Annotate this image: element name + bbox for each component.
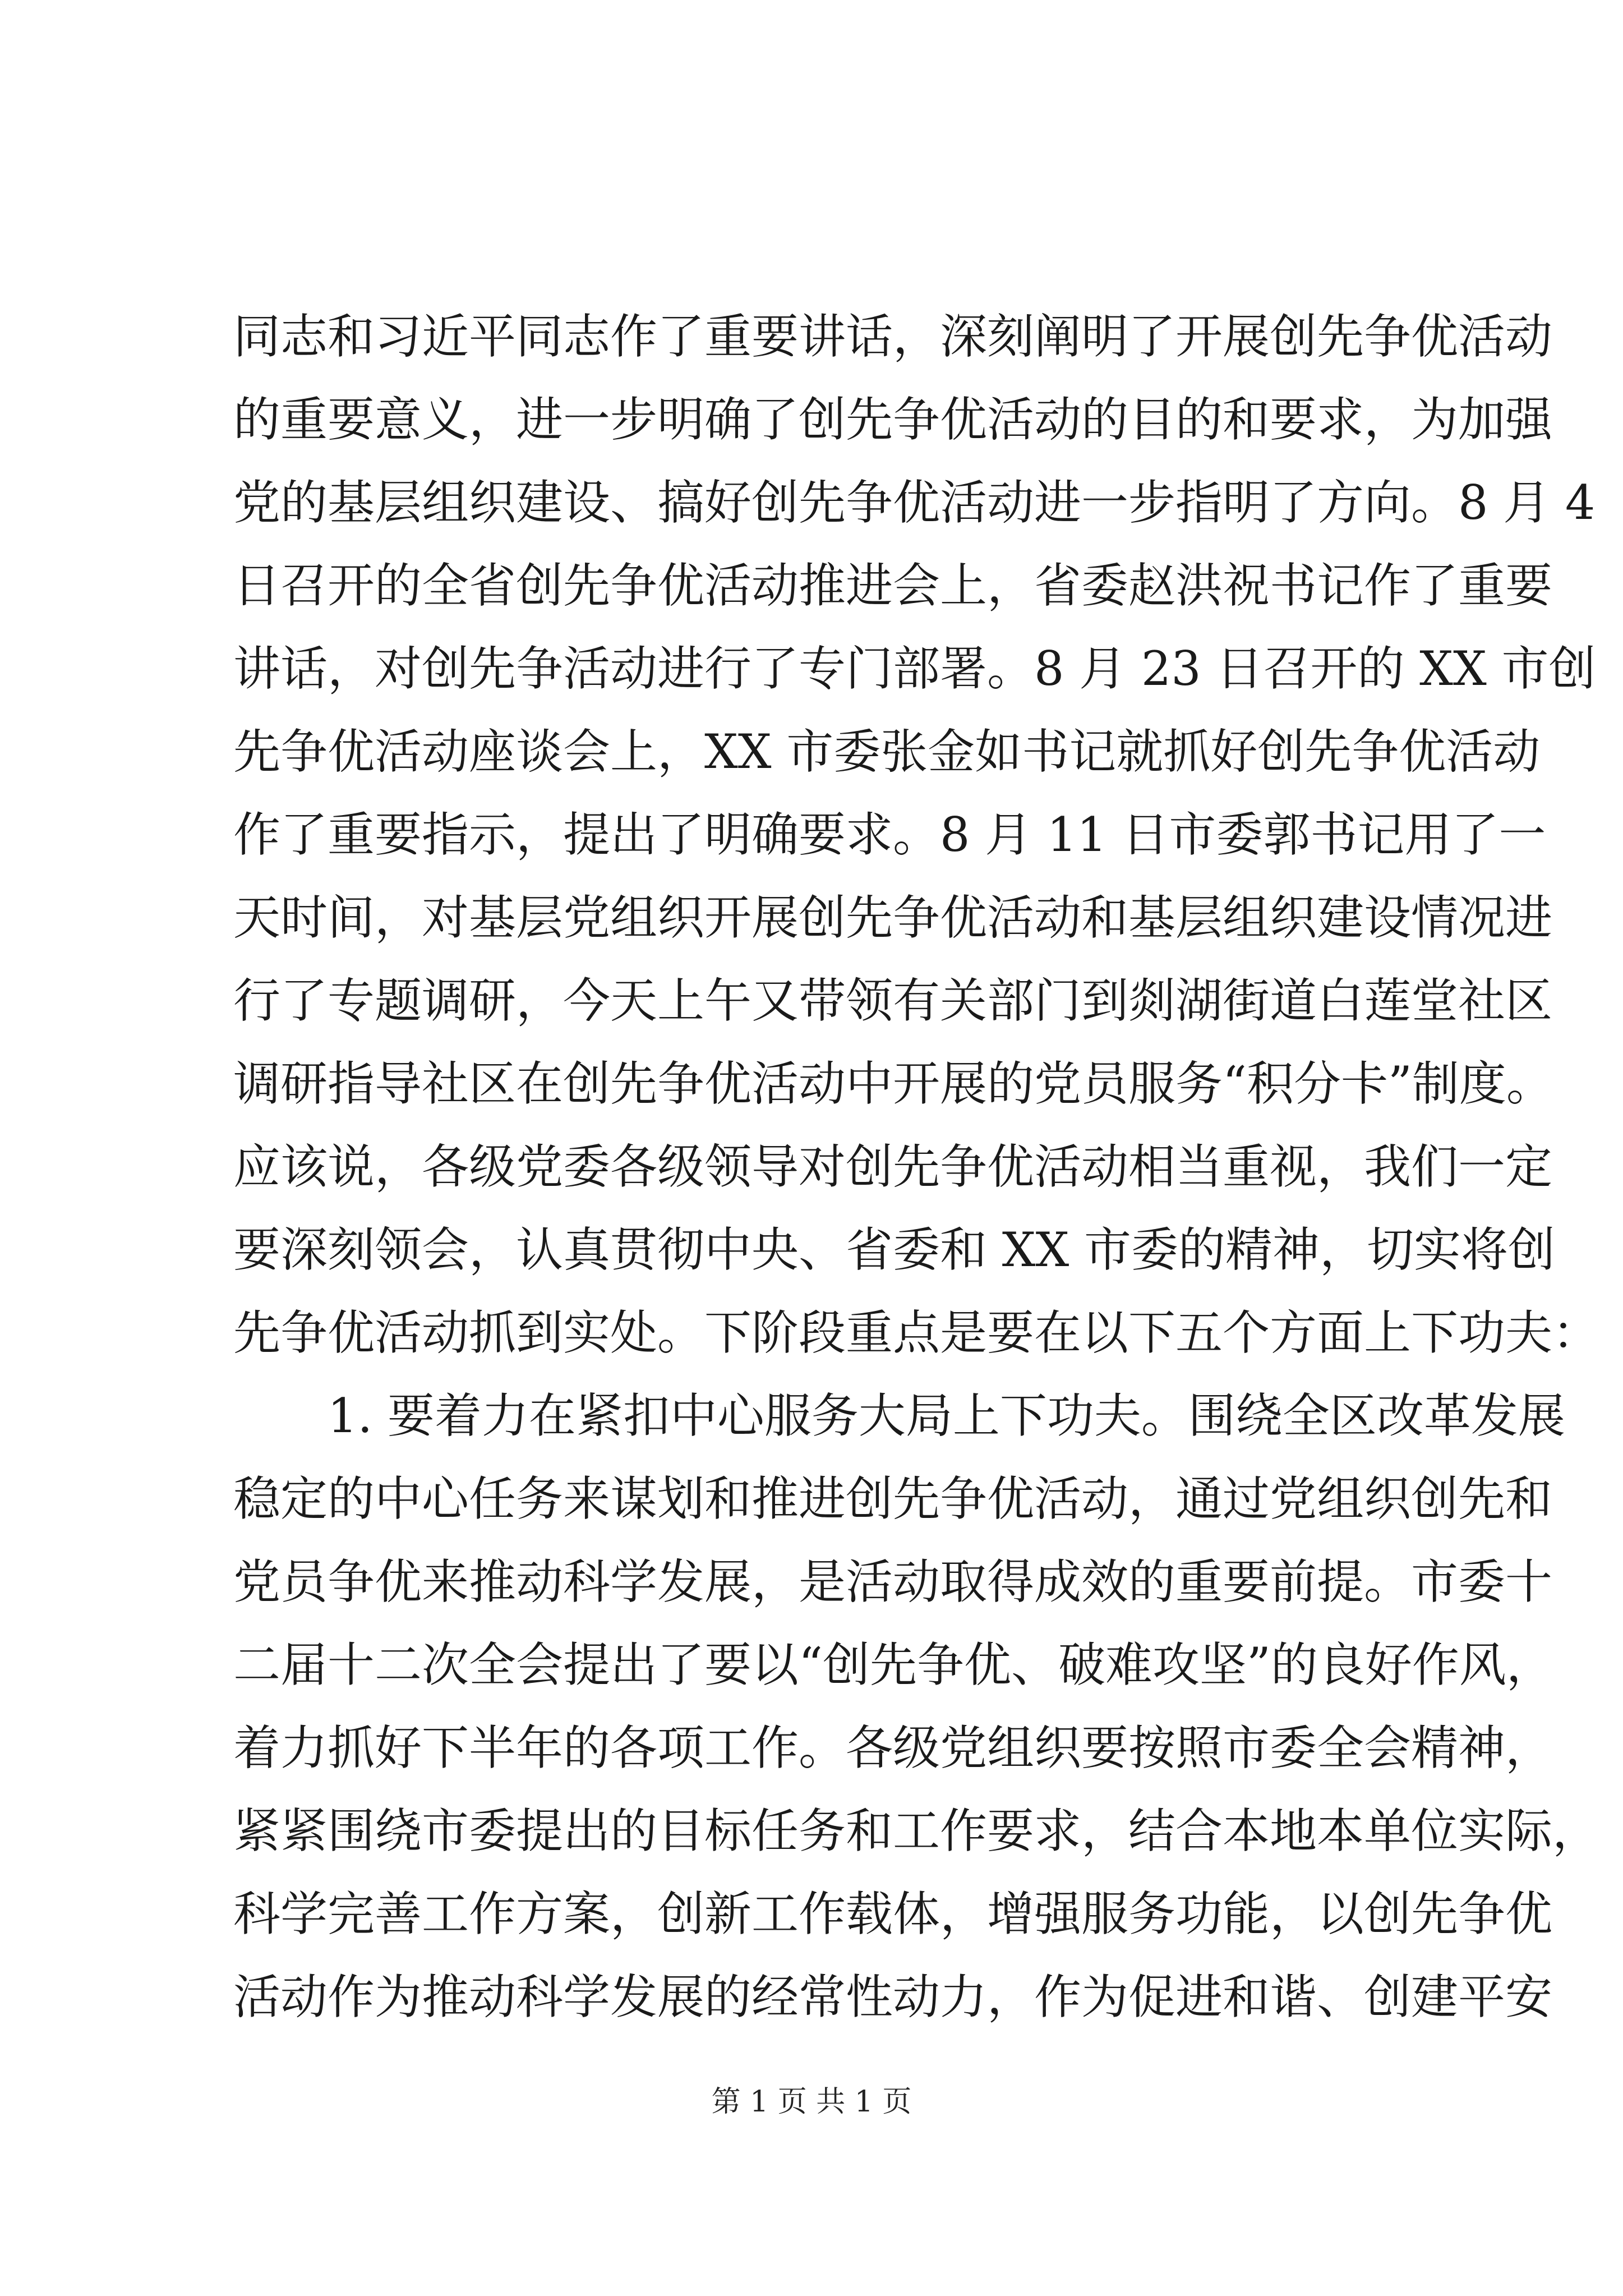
text-line: 科学完善工作方案，创新工作载体，增强服务功能，以创先争优 xyxy=(233,1887,1553,1941)
text-line: 日召开的全省创先争优活动推进会上，省委赵洪祝书记作了重要 xyxy=(233,558,1553,613)
text-line: 着力抓好下半年的各项工作。各级党组织要按照市委全会精神， xyxy=(233,1720,1553,1775)
text-line: 活动作为推动科学发展的经常性动力，作为促进和谐、创建平安 xyxy=(233,1970,1553,2024)
text-line: 先争优活动座谈会上，XX 市委张金如书记就抓好创先争优活动 xyxy=(233,724,1541,779)
text-line: 的重要意义，进一步明确了创先争优活动的目的和要求，为加强 xyxy=(233,392,1553,447)
text-line: 党的基层组织建设、搞好创先争优活动进一步指明了方向。8 月 4 xyxy=(233,475,1596,530)
text-line: 紧紧围绕市委提出的目标任务和工作要求，结合本地本单位实际， xyxy=(233,1803,1600,1858)
text-line: 讲话，对创先争活动进行了专门部署。8 月 23 日召开的 XX 市创 xyxy=(233,641,1596,696)
page-number-label: 第 1 页 共 1 页 xyxy=(711,2085,912,2119)
body-text xyxy=(233,295,1600,2039)
text-line: 先争优活动抓到实处。下阶段重点是要在以下五个方面上下功夫： xyxy=(233,1305,1600,1360)
page-footer xyxy=(0,2082,1623,2122)
paragraph-start-line: 1. 要着力在紧扣中心服务大局上下功夫。围绕全区改革发展 xyxy=(328,1388,1565,1443)
text-line: 作了重要指示，提出了明确要求。8 月 11 日市委郭书记用了一 xyxy=(233,807,1546,862)
text-line: 同志和习近平同志作了重要讲话，深刻阐明了开展创先争优活动 xyxy=(233,309,1553,364)
text-line: 天时间，对基层党组织开展创先争优活动和基层组织建设情况进 xyxy=(233,890,1553,945)
text-line: 要深刻领会，认真贯彻中央、省委和 XX 市委的精神，切实将创 xyxy=(233,1222,1556,1277)
text-line: 调研指导社区在创先争优活动中开展的党员服务“积分卡”制度。 xyxy=(233,1056,1553,1111)
text-line: 党员争优来推动科学发展，是活动取得成效的重要前提。市委十 xyxy=(233,1554,1553,1609)
text-line: 应该说，各级党委各级领导对创先争优活动相当重视，我们一定 xyxy=(233,1139,1553,1194)
text-line: 行了专题调研，今天上午又带领有关部门到剡湖街道白莲堂社区 xyxy=(233,973,1553,1028)
text-line: 稳定的中心任务来谋划和推进创先争优活动，通过党组织创先和 xyxy=(233,1471,1553,1526)
text-line: 二届十二次全会提出了要以“创先争优、破难攻坚”的良好作风， xyxy=(233,1637,1553,1692)
